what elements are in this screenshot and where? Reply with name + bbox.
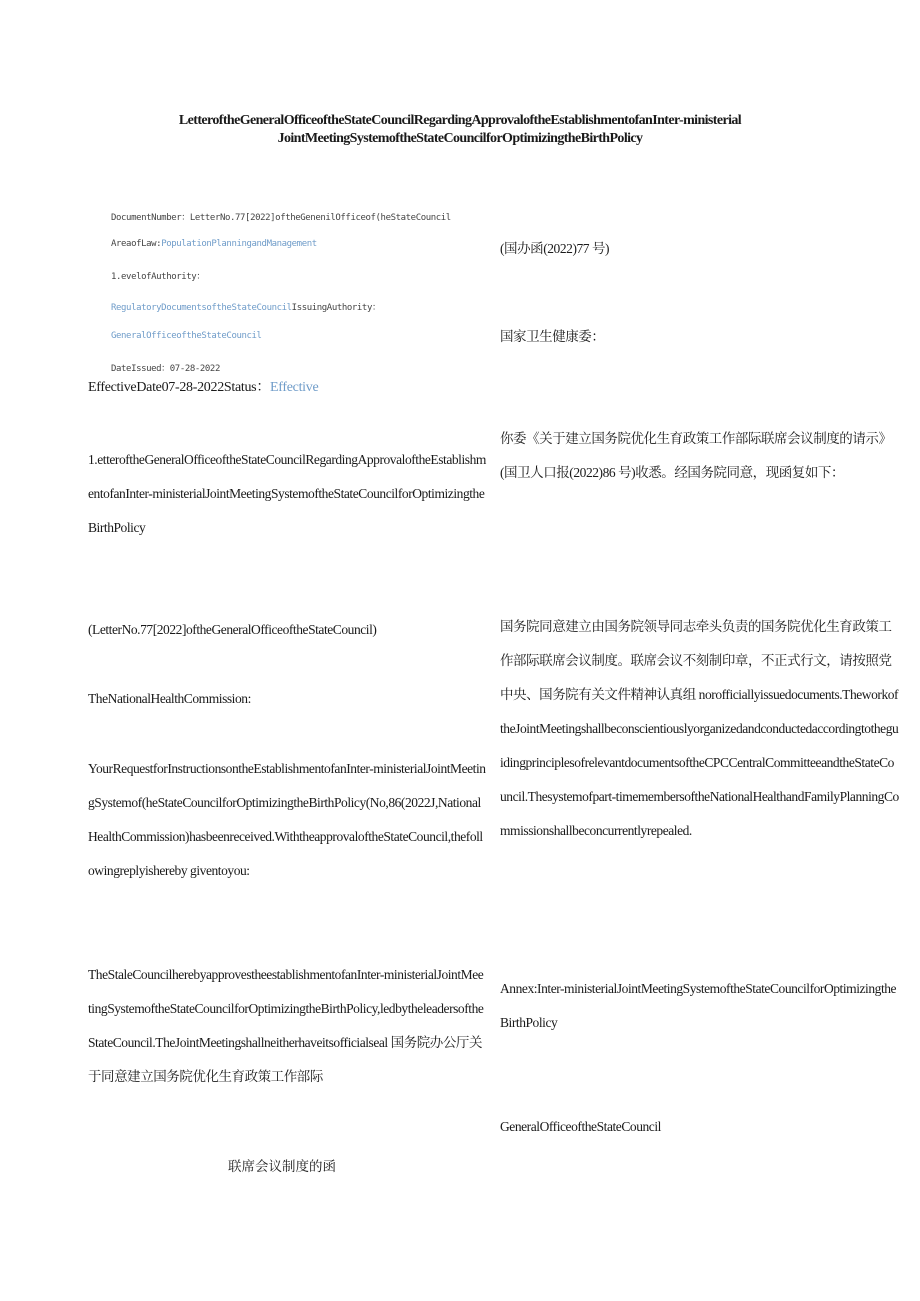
area-of-law-label: AreaofLaw: bbox=[111, 239, 162, 249]
title-line-2: JointMeetingSystemoftheStateCouncilforOptimizingtheBirthPolicy bbox=[277, 131, 643, 146]
document-title bbox=[60, 112, 860, 148]
level-of-authority-label: 1.evelofAuthority： bbox=[111, 272, 205, 282]
left-approval-paragraph: TheStaleCouncilherebyapprovestheestablishmentofanInter-ministerialJointMeetingSystemoftheStateCouncilforOptimizingtheBirthPolicy,ledbytheleadersoftheStateCouncil.TheJointMeetingshallneitherhaveitsofficialseal 国务院办公厅关于同意建立国务院优化生育政策工作部际 bbox=[88, 967, 484, 1084]
right-request-paragraph: 你委《关于建立国务院优化生育政策工作部际联席会议制度的请示》(国卫人口报(2022)86 号)收悉。经国务院同意，现函复如下： bbox=[500, 431, 892, 480]
document-number: DocumentNumber：LetterNo.77[2022]oftheGenenilOfficeof(heStateCouncil bbox=[111, 213, 451, 223]
left-letter-number: (LetterNo.77[2022]oftheGeneralOfficeoftheStateCouncil) bbox=[88, 622, 377, 637]
right-approval-paragraph: 国务院同意建立由国务院领导同志牵头负责的国务院优化生育政策工作部际联席会议制度。联席会议不刻制印章，不正式行文，请按照党中央、国务院有关文件精神认真组 norofficiallyissuedocuments.TheworkoftheJointMeetingshallbeconscientiouslyorganizedandconductedaccordingtotheguidingprinciplesofrelevantdocumentsoftheCPCCentralCommitteeandtheStateCouncil.Thesystemofpart-timemembersoftheNationalHealthandFamilyPlanningCommissionshallbeconcurrentlyrepealed. bbox=[500, 619, 899, 838]
right-annex: Annex:Inter-ministerialJointMeetingSystemoftheStateCouncilforOptimizingtheBirthPolicy bbox=[500, 981, 897, 1030]
title-line-1: LetteroftheGeneralOfficeoftheStateCouncilRegardingApprovaloftheEstablishmentofanInter-ministerial bbox=[178, 113, 742, 128]
right-letter-number: (国办函(2022)77 号) bbox=[500, 241, 610, 256]
right-signature: GeneralOfficeoftheStateCouncil bbox=[500, 1119, 661, 1134]
issuing-authority-row bbox=[111, 331, 262, 341]
left-title-paragraph: 1.etteroftheGeneralOfficeoftheStateCouncilRegardingApprovaloftheEstablishmentofanInter-ministerialJointMeetingSystemoftheStateCouncilforOptimizingtheBirthPolicy bbox=[88, 452, 486, 535]
left-addressee: TheNationalHealthCommission: bbox=[88, 691, 251, 706]
effective-status-row bbox=[88, 376, 318, 396]
chinese-title-tail: 联席会议制度的函 bbox=[228, 1159, 336, 1174]
date-issued: DateIssued：07-28-2022 bbox=[111, 364, 220, 374]
effective-date-label: EffectiveDate07-28-2022Status： bbox=[88, 380, 271, 395]
level-of-authority-link[interactable]: RegulatoryDocumentsoftheStateCouncil bbox=[111, 303, 292, 313]
issuing-authority-link[interactable]: GeneralOfficeoftheStateCouncil bbox=[111, 331, 262, 341]
left-request-paragraph: YourRequestforInstructionsontheEstablishmentofanInter-ministerialJointMeetingSystemof(heStateCouncilforOptimizingtheBirthPolicy(No,86(2022J,NationalHealthCommission)hasbeenreceived.WiththeapprovaloftheStateCouncil,thefollowingreplyishereby giventoyou: bbox=[88, 761, 486, 878]
level-issuing-row bbox=[111, 300, 381, 313]
area-of-law-link[interactable]: PopulationPlanningandManagement bbox=[161, 239, 317, 249]
status-effective-link[interactable]: Effective bbox=[270, 380, 319, 395]
issuing-authority-label: IssuingAuthority： bbox=[291, 303, 381, 313]
right-addressee: 国家卫生健康委： bbox=[500, 329, 605, 344]
area-of-law-row bbox=[111, 239, 317, 249]
